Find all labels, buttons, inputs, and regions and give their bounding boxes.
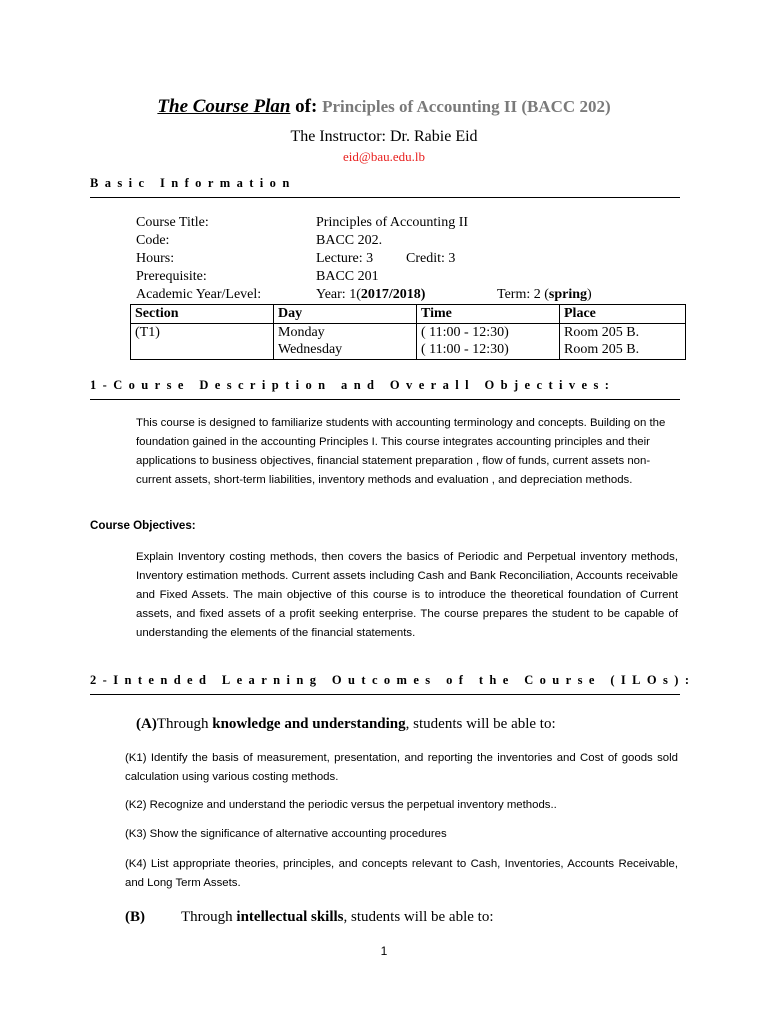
cell-time: ( 11:00 - 12:30) ( 11:00 - 12:30) — [417, 323, 560, 359]
info-row-prereq — [136, 268, 379, 286]
title-prefix: The Course Plan — [157, 96, 291, 117]
course-title-label: Course Title: — [136, 215, 209, 230]
col-section: Section — [131, 305, 274, 324]
col-place: Place — [560, 305, 686, 324]
ilo-k1: (K1) Identify the basis of measurement, presentation, and reporting the inventories and Cost of goods sold calculation using various costing methods. — [125, 752, 678, 783]
info-row-year — [136, 286, 592, 304]
ilo-k4: (K4) List appropriate theories, principles, and concepts relevant to Cash, Inventories, Accounts Receivable, and Long Term Assets. — [125, 858, 678, 889]
term-value: Term: 2 (spring) — [497, 287, 592, 302]
lecture-value: Lecture: 3 — [316, 251, 374, 266]
page-number: 1 — [380, 944, 388, 958]
prereq-value: BACC 201 — [316, 269, 379, 284]
table-row — [131, 323, 686, 359]
col-time: Time — [417, 305, 560, 324]
ilo-k3: (K3) Show the significance of alternative accounting procedures — [125, 828, 447, 840]
cell-place: Room 205 B. Room 205 B. — [560, 323, 686, 359]
table-header-row — [131, 305, 686, 324]
hours-label: Hours: — [136, 251, 175, 266]
ilo-k2: (K2) Recognize and understand the periodic versus the perpetual inventory methods.. — [125, 799, 557, 811]
schedule-table — [130, 304, 686, 360]
ilo-a-heading: (A)Through knowledge and understanding, students will be able to: — [136, 716, 556, 732]
title-of: of: — [290, 96, 318, 117]
cell-section: (T1) — [131, 323, 274, 359]
col-day: Day — [274, 305, 417, 324]
page-title — [0, 96, 768, 118]
year-label: Academic Year/Level: — [136, 287, 262, 302]
code-label: Code: — [136, 233, 170, 248]
basic-info-heading: Basic Information — [90, 176, 296, 190]
prereq-label: Prerequisite: — [136, 269, 207, 284]
year-value: Year: 1(2017/2018) — [316, 287, 426, 302]
info-row-code — [136, 232, 383, 250]
info-row-title — [136, 214, 469, 232]
ilo-b-heading: (B) Through intellectual skills, students will be able to: — [125, 909, 494, 925]
info-row-hours — [136, 250, 456, 268]
instructor-email[interactable]: eid@bau.edu.lb — [342, 149, 425, 164]
objectives-label: Course Objectives: — [90, 519, 196, 532]
code-value: BACC 202. — [316, 233, 383, 248]
credit-value: Credit: 3 — [406, 251, 456, 266]
instructor: The Instructor: Dr. Rabie Eid — [290, 128, 478, 145]
divider — [90, 197, 680, 198]
course-objectives: Explain Inventory costing methods, then covers the basics of Periodic and Perpetual inventory methods, Inventory estimation methods. Current assets including Cash and Bank Reconciliation, Accounts receivable and Fixed Assets. The main objective of this course is to introduce the theoretical foundation of Current assets, and fixed assets of a profit seeking enterprise. The course prepares the student to be capable of understanding the elements of the financial statements. — [136, 551, 678, 639]
course-title-value: Principles of Accounting II — [316, 215, 469, 230]
divider — [90, 694, 680, 695]
course-description: This course is designed to familiarize students with accounting terminology and concepts. Building on the foundation gained in the accounting Principles I. This course integrates accounting principles and their applications to business objectives, financial statement preparation , flow of funds, current assets non-current assets, short-term liabilities, inventory methods and evaluation , and depreciation methods. — [136, 417, 666, 486]
section2-heading: 2-Intended Learning Outcomes of the Course (ILOs): — [90, 673, 696, 687]
course-name: Principles of Accounting II (BACC 202) — [322, 97, 611, 116]
divider — [90, 399, 680, 400]
section1-heading: 1-Course Description and Overall Objectives: — [90, 378, 616, 392]
cell-day: Monday Wednesday — [274, 323, 417, 359]
